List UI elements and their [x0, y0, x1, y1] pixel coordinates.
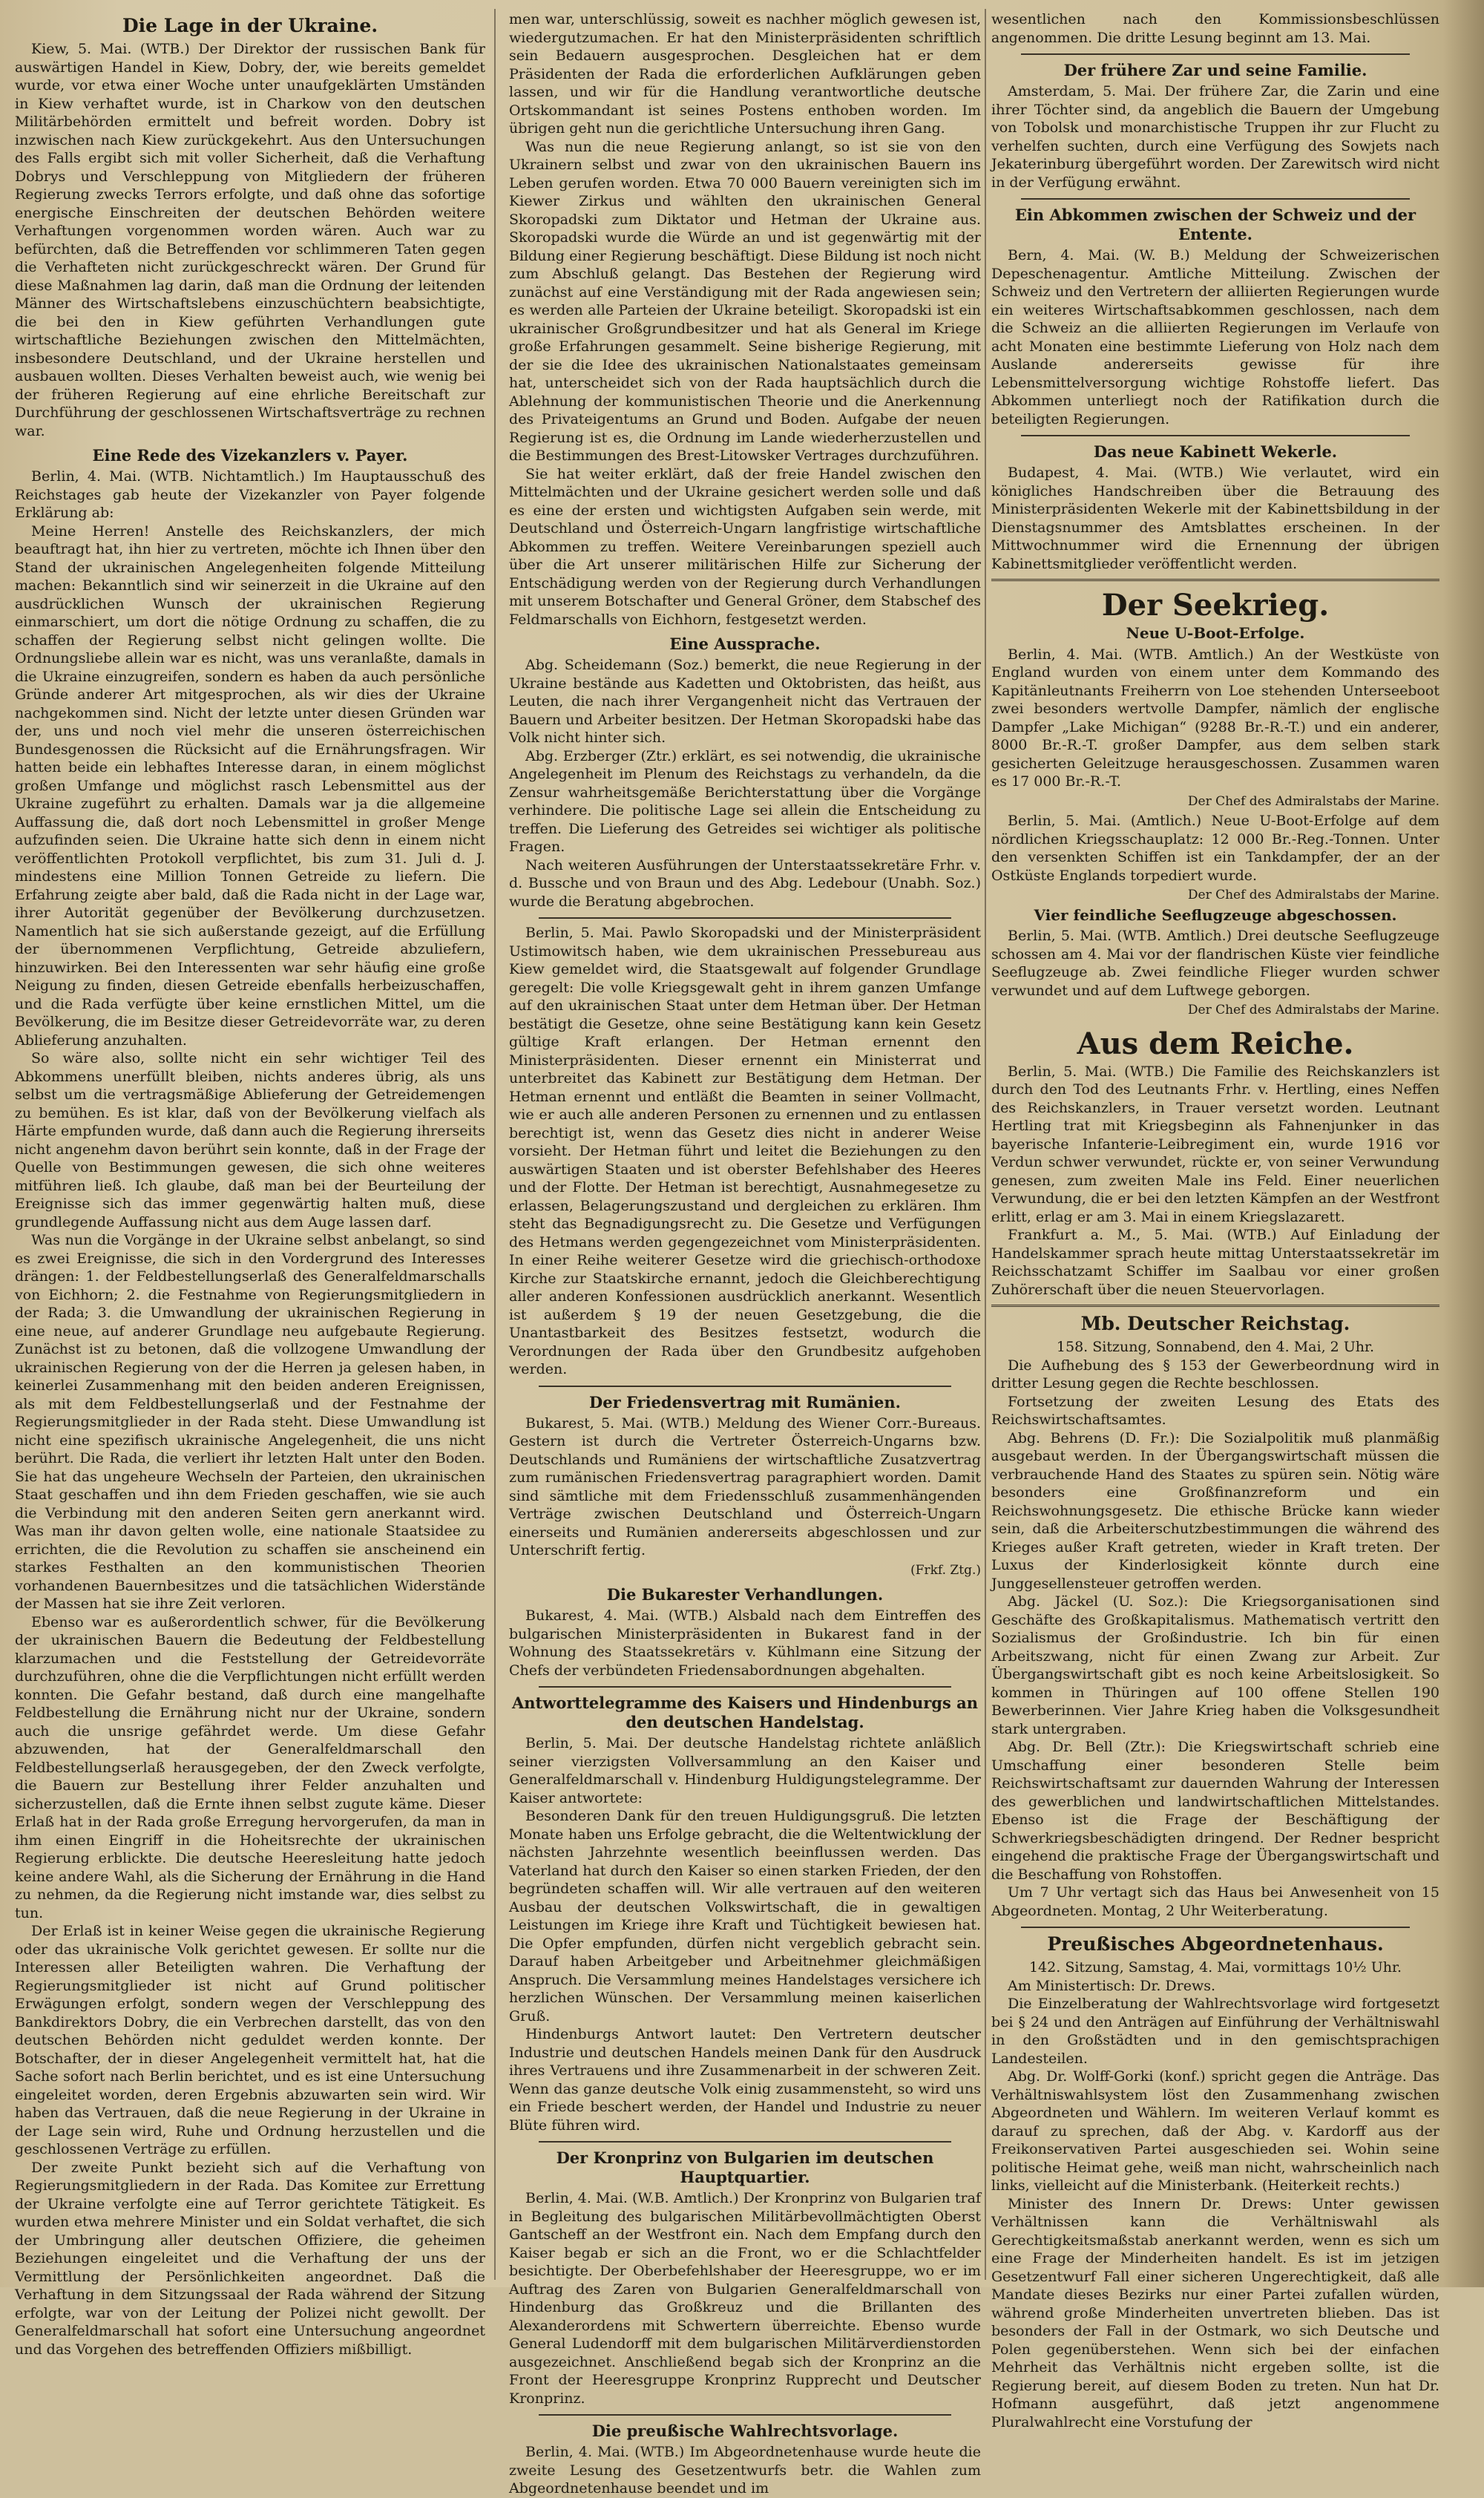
separator	[1021, 1927, 1410, 1928]
headline-wahlrecht: Die preußische Wahlrechtsvorlage.	[591, 2422, 899, 2440]
section-heading-reiche: Aus dem Reiche.	[1077, 1026, 1354, 1061]
separator	[1021, 198, 1410, 200]
section-rule	[991, 1305, 1439, 1307]
column-middle	[509, 10, 981, 2497]
article-paragraph: Minister des Innern Dr. Drews: Unter gewissen Verhältnissen kann die Verhältniswahl als Gerechtigkeitsmaßstab anerkannt werden, wenn es sich um eine Frage der Minderheiten handelt. Es ist im jetzigen Gesetzentwurf Fall einer sicheren Ungerechtigkeit, daß alle Mandate dieses Bezirks nur einer Partei zufallen würden, während große Minderheiten unvertreten blieben. Das ist besonders der Fall in der Ostmark, wo sich Deutsche und Polen gegenüberstehen. Wenn sich bei der einfachen Mehrheit das Verhältnis nicht ergeben sollte, ist die Regierung bereit, auf diesem Boden zu treten. Nun hat Dr. Hofmann ausgeführt, daß jetzt angenommene Pluralwahlrecht eine Vorstufung der	[991, 2195, 1439, 2430]
column-left	[15, 10, 485, 2358]
column-divider	[985, 9, 986, 2280]
separator	[539, 2414, 951, 2416]
article-paragraph: Meine Herren! Anstelle des Reichskanzlers, der mich beauftragt hat, ihn hier zu vertreten, möchte ich Ihnen über den Stand der ukrainischen Angelegenheiten folgende Mitteilung machen: Bekanntlich sind wir seinerzeit in die Ukraine auf den ausdrücklichen Wunsch der ukrainischen Regierung einmarschiert, um dort die nötige Ordnung zu schaffen, die zu schaffen der Regierung selbst nicht gelingen wollte. Die Ordnungsliebe allein war es nicht, was uns veranlaßte, damals in die Ukraine einzugreifen, sondern es haben da auch persönliche Gründe anderer Art mitgesprochen, als wir dies der Ukraine nachgekommen sind. Nicht der letzte unter diesen Gründen war der, uns und noch viel mehr die unseren österreichischen Bundesgenossen die Rücksicht auf die Ernährungsfragen. Wir hatten beide ein lebhaftes Interesse daran, in einem möglichst großen Umfange und möglichst rasch Lebensmittel aus der Ukraine zugeführt zu erhalten. Damals war ja die allgemeine Auffassung die, daß dort noch Lebensmittel in großer Menge aufzufinden seien. Die Ukraine hatte sich denn in einem nicht veröffentlichten Protokoll verpflichtet, bis zum 31. Juli d. J. mindestens eine Million Tonnen Getreide zu liefern. Die Erfahrung zeigte aber bald, daß die Rada nicht in der Lage war, ihrer Autorität gegenüber der Bevölkerung durchzusetzen. Namentlich hat sie sich außerstande gezeigt, auf die Erfüllung der übernommenen Verpflichtung, Getreide abzuliefern, hinzuwirken. Bei den Interessenten war sehr häufig eine große Neigung zu finden, diesen Getreide ebenfalls herbeizuschaffen, und die Rada verfügte über keine ernstlichen Mittel, um die Bevölkerung, die im Besitze dieser Getreidevorräte war, zu deren Ablieferung anzuhalten.	[15, 522, 485, 1049]
headline-kabinett-wekerle: Das neue Kabinett Wekerle.	[1093, 442, 1338, 461]
article-paragraph: Bukarest, 5. Mai. (WTB.) Meldung des Wiener Corr.-Bureaus. Gestern ist durch die Vertreter Österreich-Ungarns bzw. Deutschlands und Rumäniens der wirtschaftliche Zusatzvertrag zum rumänischen Friedensvertrag paragraphiert worden. Damit sind sämtliche mit dem Friedensschluß zusammenhängenden Verträge zwischen Deutschland und Österreich-Ungarn einerseits und Rumänien andererseits abgeschlossen und zur Unterschrift fertig.	[509, 1414, 981, 1558]
article-paragraph: Berlin, 5. Mai. Der deutsche Handelstag richtete anläßlich seiner vierzigsten Vollversammlung an den Kaiser und Generalfeldmarschall v. Hindenburg Huldigungstelegramme. Der Kaiser antwortete:	[509, 1735, 981, 1806]
session-line: 158. Sitzung, Sonnabend, den 4. Mai, 2 Uhr.	[1056, 1339, 1375, 1355]
article-paragraph: Hindenburgs Antwort lautet: Den Vertretern deutscher Industrie und deutschen Handels meinen Dank für den Ausdruck ihres Vertrauens und ihre Zusammenarbeit in der schweren Zeit. Wenn das ganze deutsche Volk einig zusammensteht, so wird uns ein Friede beschert werden, der Handel und Industrie zu neuer Blüte führen wird.	[509, 2026, 981, 2134]
source-note: Der Chef des Admiralstabs der Marine.	[1187, 1003, 1439, 1017]
headline-aussprache: Eine Aussprache.	[669, 635, 821, 653]
source-note: (Frkf. Ztg.)	[910, 1562, 981, 1578]
separator	[539, 1386, 951, 1387]
article-paragraph: Was nun die Vorgänge in der Ukraine selbst anbelangt, so sind es zwei Ereignisse, die sich in den Vordergrund des Interesses drängen: 1. der Feldbestellungserlaß des Generalfeldmarschalls von Eichhorn; 2. die Festnahme von Regierungsmitgliedern in der Rada; 3. die Umwandlung der ukrainischen Regierung in eine neue, auf anderer Grundlage neu aufgebaute Regierung. Zunächst ist zu betonen, daß die vollzogene Umwandlung der ukrainischen Regierung von der die Herren ja gelesen haben, in keinerlei Zusammenhang mit den beiden anderen Ereignissen, als mit dem Feldbestellungserlaß und der Festnahme der Regierungsmitglieder in der Rada steht. Diese Umwandlung ist nicht eine spezifisch ukrainische Angelegenheit, die uns nicht berührt. Die Rada, die verliert ihr letzten Halt unter den Boden. Sie hat das ungeheure Wechseln der Parteien, den ukrainischen Staat geschaffen und ihn dem Frieden geschaffen, wie sie auch die Verbindung mit den anderen Seiten gern anerkannt wird. Was man ihr davon gelten wolle, eine nationale Staatsidee zu errichten, die die Revolution zu schaffen sie anscheinend ein starkes Festhalten an den kommunistischen Theorien vorhandenen Bauernbesitzes und die tatsächlichen Widerstände der Massen hat sie ihre Zeit verloren.	[15, 1232, 485, 1612]
headline-rumaenien: Der Friedensvertrag mit Rumänien.	[589, 1392, 901, 1412]
article-paragraph: So wäre also, sollte nicht ein sehr wichtiger Teil des Abkommens unerfüllt bleiben, nichts anderes übrig, als uns selbst um die vertragsmäßige Ablieferung der Getreidemengen zu bemühen. Es ist klar, daß von der Bevölkerung vielfach als Härte empfunden wurde, daß dann auch die Regierung ihrerseits nicht angenehm davon berührt sein konnte, daß in der Frage der Quelle von Bestimmungen gewesen, die sich ohne weiteres mitführen ließ. Ich glaube, daß man bei der Beurteilung der Ereignisse sich das immer gegenwärtig halten muß, diese grundlegende Auffassung nicht aus dem Auge lassen darf.	[15, 1050, 485, 1230]
article-paragraph: Berlin, 4. Mai. (W.B. Amtlich.) Der Kronprinz von Bulgarien traf in Begleitung des bulgarischen Militärbevollmächtigten Oberst Gantscheff an der Westfront ein. Nach dem Empfang durch den Kaiser begab er sich an die Front, wo er die Schlachtfelder besichtigte. Der Oberbefehlshaber der Heeresgruppe, wo er im Auftrag des Zaren von Bulgarien Generalfeldmarschall von Hindenburg das Großkreuz und die Brillanten des Alexanderordens mit Schwertern überreichte. Ebenso wurde General Ludendorff mit dem bulgarischen Militärverdienstorden ausgezeichnet. Anschließend begab sich der Kronprinz an die Front der Heeresgruppe Kronprinz Rupprecht und Deutscher Kronprinz.	[509, 2190, 981, 2407]
article-paragraph: Budapest, 4. Mai. (WTB.) Wie verlautet, wird ein königliches Handschreiben über die Betrauung des Ministerpräsidenten Wekerle mit der Kabinettsbildung in der Dienstagsnummer des Amtsblattes erscheinen. In der Mittwochnummer wird die Ernennung der übrigen Kabinettsmitglieder veröffentlicht werden.	[991, 465, 1439, 572]
column-divider	[494, 9, 496, 2280]
article-paragraph: Nach weiteren Ausführungen der Unterstaatssekretäre Frhr. v. d. Bussche und von Braun und des Abg. Ledebour (Unabh. Soz.) wurde die Beratung abgebrochen.	[509, 856, 981, 910]
article-paragraph: Besonderen Dank für den treuen Huldigungsgruß. Die letzten Monate haben uns Erfolge gebracht, die die Weltentwicklung der nächsten Jahrzehnte wesentlich beeinflussen werden. Das Vaterland hat durch den Kaiser so einen starken Frieden, der den begründeten schaffen will. Wir alle vertrauen auf den weiteren Ausbau der deutschen Volkswirtschaft, die in gewaltigen Leistungen im Kriege ihre Kraft und Tüchtigkeit bewiesen hat. Die Opfer empfunden, dürfen nicht vergeblich gebracht sein. Darauf haben Arbeitgeber und Arbeitnehmer gleichmäßigen Anspruch. Die Versammlung meines Handelstages versichere ich herzlichen Wünschen. Der Versammlung meinen kaiserlichen Gruß.	[509, 1808, 981, 2025]
article-paragraph: Berlin, 5. Mai. (WTB.) Die Familie des Reichskanzlers ist durch den Tod des Leutnants Frhr. v. Hertling, eines Neffen des Reichskanzlers, in Trauer versetzt worden. Leutnant Hertling trat mit Kriegsbeginn als Fahnenjunker in das bayerische Infanterie-Leibregiment ein, wurde 1916 vor Verdun schwer verwundet, rückte er, von seiner Verwundung genesen, zum zweiten Male ins Feld. Einer neuerlichen Verwundung, die er bei den letzten Kämpfen an der Westfront erlitt, erlag er am 3. Mai in einem Kriegslazarett.	[991, 1063, 1439, 1225]
article-paragraph: Der Erlaß ist in keiner Weise gegen die ukrainische Regierung oder das ukrainische Volk gerichtet gewesen. Er sollte nur die Interessen aller Beteiligten wahren. Die Verhaftung der Regierungsmitglieder ist nicht auf Grund politischer Erwägungen erfolgt, sondern wegen der Verschleppung des Bankdirektors Dobry, die ein Verbrechen darstellt, das von den deutschen Behörden nicht geduldet werden konnte. Der Botschafter, der in dieser Angelegenheit vermittelt hat, hat die Sache sofort nach Berlin berichtet, und es ist eine Untersuchung eingeleitet worden, deren Ergebnis abzuwarten sein wird. Wir haben das Vertrauen, daß die neue Regierung in der Ukraine in der Lage sein wird, Ruhe und Ordnung herzustellen und die geschlossenen Verträge zu erfüllen.	[15, 1923, 485, 2157]
article-paragraph: Berlin, 5. Mai. (Amtlich.) Neue U-Boot-Erfolge auf dem nördlichen Kriegsschauplatz: 12 000 Br.-Reg.-Tonnen. Unter den versenkten Schiffen ist ein Tankdampfer, der an der Ostküste Englands torpediert wurde.	[991, 813, 1439, 884]
subheading-seeflugzeuge: Vier feindliche Seeflugzeuge abgeschossen.	[1034, 905, 1397, 924]
source-note: Der Chef des Admiralstabs der Marine.	[1187, 888, 1439, 902]
article-paragraph: Was nun die neue Regierung anlangt, so ist sie von den Ukrainern selbst und zwar von den ukrainischen Bauern ins Leben gerufen worden. Etwa 70 000 Bauern vereinigten sich im Kiewer Zirkus und wählten den ukrainischen General Skoropadski zum Diktator und Hetman der Ukraine aus. Skoropadski wurde die Würde an und ist gegenwärtig mit der Bildung einer Regierung beschäftigt. Diese Bildung ist noch nicht zum Abschluß gelangt. Das Bestehen der Regierung wird zunächst auf eine Verständigung mit der Rada angewiesen sein; es werden alle Parteien der Ukraine beteiligt. Skoropadski ist ein ukrainischer Großgrundbesitzer und hat als General im Kriege große Erfahrungen gesammelt. Seine bisherige Regierung, mit der sie die Idee des ukrainischen Nationalstaates gemeinsam hat, unterscheidet sich von der Rada hauptsächlich durch die Ablehnung der kommunistischen Theorie und die Anerkennung des Privateigentums an Grund und Boden. Aufgabe der neuen Regierung ist es, die Ordnung im Lande wiederherzustellen und die Bestimmungen des Brest-Litowsker Vertrages durchzuführen.	[509, 138, 981, 464]
headline-antworttelegramme: Antworttelegramme des Kaisers und Hindenburgs an den deutschen Handelstag.	[511, 1694, 978, 1731]
separator	[1021, 53, 1410, 55]
article-paragraph: Berlin, 4. Mai. (WTB. Amtlich.) An der Westküste von England wurden von einem unter dem Kommando des Kapitänleutnants Freiherrn von Loe stehenden Unterseeboot zwei besonders wertvolle Dampfer, nämlich der englische Dampfer „Lake Michigan“ (9288 Br.-R.-T.) und ein anderer, 8000 Br.-R.-T. großer Dampfer, aus dem selben stark gesicherten Geleitzuge herausgeschossen. Zusammen waren es 17 000 Br.-R.-T.	[991, 646, 1439, 790]
column-right	[991, 10, 1439, 2430]
separator	[539, 2141, 951, 2143]
source-note: Der Chef des Admiralstabs der Marine.	[1187, 793, 1439, 809]
article-paragraph: Kiew, 5. Mai. (WTB.) Der Direktor der russischen Bank für auswärtigen Handel in Kiew, Dobry, der, wie bereits gemeldet wurde, vor etwa einer Woche unter unaufgeklärten Umständen in Kiew verhaftet wurde, ist in Charkow von den deutschen Militärbehörden ermittelt und befreit worden. Dobry ist inzwischen nach Kiew zurückgekehrt. Aus den Untersuchungen des Falls ergibt sich mit voller Sicherheit, daß die Verhaftung Dobrys und Verschleppung von Mitgliedern der früheren Regierung zwecks Terrors erfolgte, und daß ohne das sofortige energische Einschreiten der deutschen Behörden weitere Verhaftungen vorgenommen worden wären. Auch war zu befürchten, daß die Betreffenden vor schlimmeren Taten gegen die Verhafteten nicht zurückgeschreckt wären. Der Grund für diese Maßnahmen lag darin, daß man die Ordnung der leitenden Männer des Wirtschaftslebens einzuschüchtern beabsichtigte, die bei den in Kiew geführten Verhandlungen gute wirtschaftliche Beziehungen zwischen den Mittelmächten, insbesondere Deutschland, und der Ukraine herstellen und ausbauen wollten. Dieses Verhalten beweist auch, wie wenig bei der früheren Regierung auf eine ehrliche Bereitschaft zur Durchführung der geschlossenen Wirtschaftsverträge zu rechnen war.	[15, 41, 485, 439]
article-paragraph: Die Einzelberatung der Wahlrechtsvorlage wird fortgesetzt bei § 24 und den Anträgen auf Einführung der Verhältniswahl in den Großstädten und in den gemischtsprachigen Landesteilen.	[991, 1996, 1439, 2067]
article-paragraph: Der zweite Punkt bezieht sich auf die Verhaftung von Regierungsmitgliedern in der Rada. Das Komitee zur Errettung der Ukraine verfolgte eine auf Terror gerichtete Tätigkeit. Es wurden etwa mehrere Minister und ein Soldat verhaftet, die sich der Umbringung aller deutschen Offiziere, die geheimen Beziehungen eingeleitet und die Verhaftung der uns der Vermittlung der Persönlichkeiten angeordnet. Daß die Verhaftung in dem Sitzungssaal der Rada während der Sitzung erfolgte, war von der Leitung der Polizei nicht gewollt. Der Generalfeldmarschall hat sofort eine Untersuchung angeordnet und das Vorgehen des betreffenden Offiziers mißbilligt.	[15, 2159, 485, 2358]
separator	[539, 1686, 951, 1688]
headline-schweiz-entente: Ein Abkommen zwischen der Schweiz und der Entente.	[1014, 206, 1416, 243]
page-edge-shadow	[1443, 0, 1484, 2287]
headline-bukarest: Die Bukarester Verhandlungen.	[606, 1585, 884, 1604]
article-paragraph: Um 7 Uhr vertagt sich das Haus bei Anwesenheit von 15 Abgeordneten. Montag, 2 Uhr Weiterberatung.	[991, 1884, 1439, 1919]
article-paragraph: Abg. Dr. Bell (Ztr.): Die Kriegswirtschaft schrieb eine Umschaffung einer besonderen Stelle beim Reichswirtschaftsamt zur dauernden Wahrung der Interessen des gewerblichen und landwirtschaftlichen Mittelstandes. Ebenso ist die Frage der Beschäftigung der Schwerkriegsbeschädigten dringend. Der Redner bespricht eingehend die praktische Frage der Übergangswirtschaft und die Beschaffung von Rohstoffen.	[991, 1739, 1439, 1883]
separator	[539, 917, 951, 919]
article-paragraph: Abg. Jäckel (U. Soz.): Die Kriegsorganisationen sind Geschäfte des Großkapitalismus. Mathematisch vertritt den Sozialismus der Großindustrie. Ich bin für einen Arbeitszwang, nicht für einen Zwang zur Arbeit. Zur Übergangswirtschaft gibt es noch keine Arbeitslosigkeit. So kommen in Thüringen auf 100 offene Stellen 190 Bewerberinnen. Vier Jahre Krieg haben die Volksgesundheit stark untergraben.	[991, 1593, 1439, 1737]
session-line: 142. Sitzung, Samstag, 4. Mai, vormittags 10½ Uhr.	[1028, 1959, 1402, 1976]
article-paragraph: wesentlichen nach den Kommissionsbeschlüssen angenommen. Die dritte Lesung beginnt am 13. Mai.	[991, 11, 1439, 46]
headline-rede-payer: Eine Rede des Vizekanzlers v. Payer.	[92, 446, 408, 465]
article-paragraph: Berlin, 5. Mai. (WTB. Amtlich.) Drei deutsche Seeflugzeuge schossen am 4. Mai vor der flandrischen Küste vier feindliche Seeflugzeuge ab. Zwei feindliche Flieger wurden schwer verwundet und auf dem Luftwege geborgen.	[991, 928, 1439, 999]
article-paragraph: men war, unterschlüssig, soweit es nachher möglich gewesen ist, wiedergutzumachen. Er hat den Ministerpräsidenten schriftlich sein Bedauern ausgesprochen. Desgleichen hat er dem Präsidenten der Rada die erforderlichen Aufklärungen geben lassen, und wir für die Handlung verantwortliche deutsche Ortskommandant ist seines Postens enthoben worden. Im übrigen geht nun die gerichtliche Untersuchung ihren Gang.	[509, 11, 981, 137]
section-heading-abgeordnetenhaus: Preußisches Abgeordnetenhaus.	[1047, 1933, 1384, 1955]
headline-kronprinz: Der Kronprinz von Bulgarien im deutschen Hauptquartier.	[556, 2148, 934, 2186]
article-paragraph: Abg. Dr. Wolff-Gorki (konf.) spricht gegen die Anträge. Das Verhältniswahlsystem löst den Zusammenhang zwischen Abgeordneten und Wählern. Im weiteren Verlauf kommt es darauf zu sprechen, daß der Abg. v. Kardorff aus der Freikonservativen Partei ausgeschieden sei. Wohin seine politische Heimat gehe, weiß man nicht, wahrscheinlich nach links, vielleicht auf die Ministerbank. (Heiterkeit rechts.)	[991, 2068, 1439, 2194]
article-paragraph: Berlin, 4. Mai. (WTB. Nichtamtlich.) Im Hauptausschuß des Reichstages gab heute der Vizekanzler von Payer folgende Erklärung ab:	[15, 468, 485, 521]
section-rule	[991, 579, 1439, 581]
article-paragraph: Sie hat weiter erklärt, daß der freie Handel zwischen den Mittelmächten und der Ukraine gesichert werden solle und daß es eine der ersten und wichtigsten Aufgaben sein werde, mit Deutschland und Österreich-Ungarn langfristige wirtschaftliche Abkommen zu treffen. Weitere Vereinbarungen speziell auch über die Art unserer militärischen Hilfe zur Sicherung der Entschädigung werden von der Regierung durch Verhandlungen mit unserem Botschafter und General Gröner, dem Stabschef des Feldmarschalls von Eichhorn, festgesetzt werden.	[509, 465, 981, 628]
article-paragraph: Bern, 4. Mai. (W. B.) Meldung der Schweizerischen Depeschenagentur. Amtliche Mitteilung. Zwischen der Schweiz und den Vertretern der alliierten Regierungen wurde ein weiteres Wirtschaftsabkommen geschlossen, nach dem die Schweiz an die alliierten Regierungen im Verlaufe von acht Monaten eine bestimmte Lieferung von Holz nach dem Auslande andererseits gewisse für ihre Lebensmittelversorgung wichtige Rohstoffe liefert. Das Abkommen unterliegt noch der Ratifikation durch die beteiligten Regierungen.	[991, 247, 1439, 427]
headline-zar: Der frühere Zar und seine Familie.	[1063, 61, 1368, 79]
article-paragraph: Amsterdam, 5. Mai. Der frühere Zar, die Zarin und eine ihrer Töchter sind, da angeblich die Bauern der Umgebung von Tobolsk und monarchistische Truppen ihr zur Flucht zu verhelfen suchten, durch eine Verfügung des Sowjets nach Jekaterinburg übergeführt worden. Der Zarewitsch wird nicht in der Verfügung erwähnt.	[991, 83, 1439, 191]
article-paragraph: Am Ministertisch: Dr. Drews.	[1008, 1977, 1216, 1994]
article-paragraph: Fortsetzung der zweiten Lesung des Etats des Reichswirtschaftsamtes.	[991, 1393, 1439, 1428]
section-heading-reichstag: Mb. Deutscher Reichstag.	[1080, 1313, 1350, 1334]
article-paragraph: Frankfurt a. M., 5. Mai. (WTB.) Auf Einladung der Handelskammer sprach heute mittag Unterstaatssekretär im Reichsschatzamt Schiffer im Saalbau vor einer großen Zuhörerschaft über die neuen Steuervorlagen.	[991, 1227, 1439, 1298]
article-paragraph: Die Aufhebung des § 153 der Gewerbeordnung wird in dritter Lesung gegen die Rechte beschlossen.	[991, 1357, 1439, 1391]
section-heading-seekrieg: Der Seekrieg.	[1101, 588, 1330, 623]
article-paragraph: Abg. Behrens (D. Fr.): Die Sozialpolitik muß planmäßig ausgebaut werden. In der Übergangswirtschaft müssen die verbrauchende Hand des Staates zu spüren sein. Nötig wäre besonders eine Großfinanzreform und ein Reichswohnungsgesetz. Die ethische Brücke kann wieder sein, daß die Arbeiterschutzbestimmungen die während des Krieges außer Kraft getreten, wieder in Kraft treten. Der Luxus der Kinderlosigkeit könnte durch eine Junggesellensteuer getroffen werden.	[991, 1429, 1439, 1592]
article-paragraph: Berlin, 5. Mai. Pawlo Skoropadski und der Ministerpräsident Ustimowitsch haben, wie dem ukrainischen Pressebureau aus Kiew gemeldet wird, die Staatsgewalt auf folgender Grundlage geregelt: Die volle Kriegsgewalt geht in ihrem ganzen Umfange auf den ukrainischen Staat unter dem Hetman über. Der Hetman bestätigt die Gesetze, ohne seine Bestätigung kann kein Gesetz gültige Kraft erlangen. Der Hetman ernennt den Ministerpräsidenten. Dieser ernennt ein Ministerrat und unterbreitet das Kabinett zur Bestätigung dem Hetman. Der Hetman ernennt und entläßt die Beamten in seiner Vollmacht, wie er auch alle anderen Personen zu ernennen und zu entlassen berechtigt ist, wenn das Gesetz dies nicht in anderer Weise vorsieht. Der Hetman führt und leitet die Beziehungen zu den auswärtigen Staaten und ist oberster Befehlshaber des Heeres und der Flotte. Der Hetman ist berechtigt, Ausnahmegesetze zu erlassen, Belagerungszustand und dergleichen zu erklären. Ihm steht das Begnadigungsrecht zu. Die Gesetze und Verfügungen des Hetmans werden gegengezeichnet vom Ministerpräsidenten. In einer Reihe weiterer Gesetze wird die griechisch-orthodoxe Kirche zur Staatskirche ernannt, jedoch die Gleichberechtigung aller anderen Konfessionen ausdrücklich anerkannt. Wesentlich ist außerdem § 19 der neuen Gesetzgebung, die die Unantastbarkeit des Besitzes festsetzt, wodurch die Verordnungen der Rada über den Grundbesitz aufgehoben werden.	[509, 925, 981, 1377]
headline-ukraine: Die Lage in der Ukraine.	[122, 15, 378, 36]
article-paragraph: Berlin, 4. Mai. (WTB.) Im Abgeordnetenhause wurde heute die zweite Lesung des Gesetzentwurfs betr. die Wahlen zum Abgeordnetenhause beendet und im	[509, 2444, 981, 2497]
article-paragraph: Bukarest, 4. Mai. (WTB.) Alsbald nach dem Eintreffen des bulgarischen Ministerpräsidenten in Bukarest fand in der Wohnung des Staatssekretärs v. Kühlmann eine Sitzung der Chefs der verbündeten Friedensabordnungen abgehalten.	[509, 1607, 981, 1679]
subheading-u-boot: Neue U-Boot-Erfolge.	[1126, 624, 1305, 642]
article-paragraph: Abg. Erzberger (Ztr.) erklärt, es sei notwendig, die ukrainische Angelegenheit im Plenum des Reichstags zu verhandeln, da die Zensur wahrheitsgemäße Berichterstattung über die Vorgänge verhindere. Die politische Lage sei allein die Entscheidung zu treffen. Die Lieferung des Getreides sei wichtiger als politische Fragen.	[509, 747, 981, 855]
article-paragraph: Ebenso war es außerordentlich schwer, für die Bevölkerung der ukrainischen Bauern die Bedeutung der Feldbestellung klarzumachen und die Feststellung der Getreidevorräte durchzuführen, ohne die die Verpflichtungen nicht erfüllt werden konnten. Die Gefahr bestand, daß durch eine mangelhafte Feldbestellung die Ernährung nicht nur der Ukraine, sondern auch die unsrige gefährdet werde. Um diese Gefahr abzuwenden, hat der Generalfeldmarschall den Feldbestellungserlaß herausgegeben, der den Zweck verfolgte, die Bauern zur Bestellung ihrer Felder anzuhalten und sicherzustellen, daß die Ernte ihnen selbst zugute käme. Dieser Erlaß hat in der Rada große Erregung hervorgerufen, da man in ihm einen Eingriff in die Hoheitsrechte der ukrainischen Regierung erblickte. Die deutsche Heeresleitung hatte jedoch keine andere Wahl, als die Sicherung der Ernährung in die Hand zu nehmen, da die Regierung nicht imstande war, dies selbst zu tun.	[15, 1613, 485, 1921]
article-paragraph: Abg. Scheidemann (Soz.) bemerkt, die neue Regierung in der Ukraine bestände aus Kadetten und Oktobristen, das heißt, aus Leuten, die nach ihrer Vergangenheit nicht das Vertrauen der Bauern und Arbeiter besitzen. Der Hetman Skoropadski habe das Volk nicht hinter sich.	[509, 657, 981, 746]
separator	[1021, 435, 1410, 436]
